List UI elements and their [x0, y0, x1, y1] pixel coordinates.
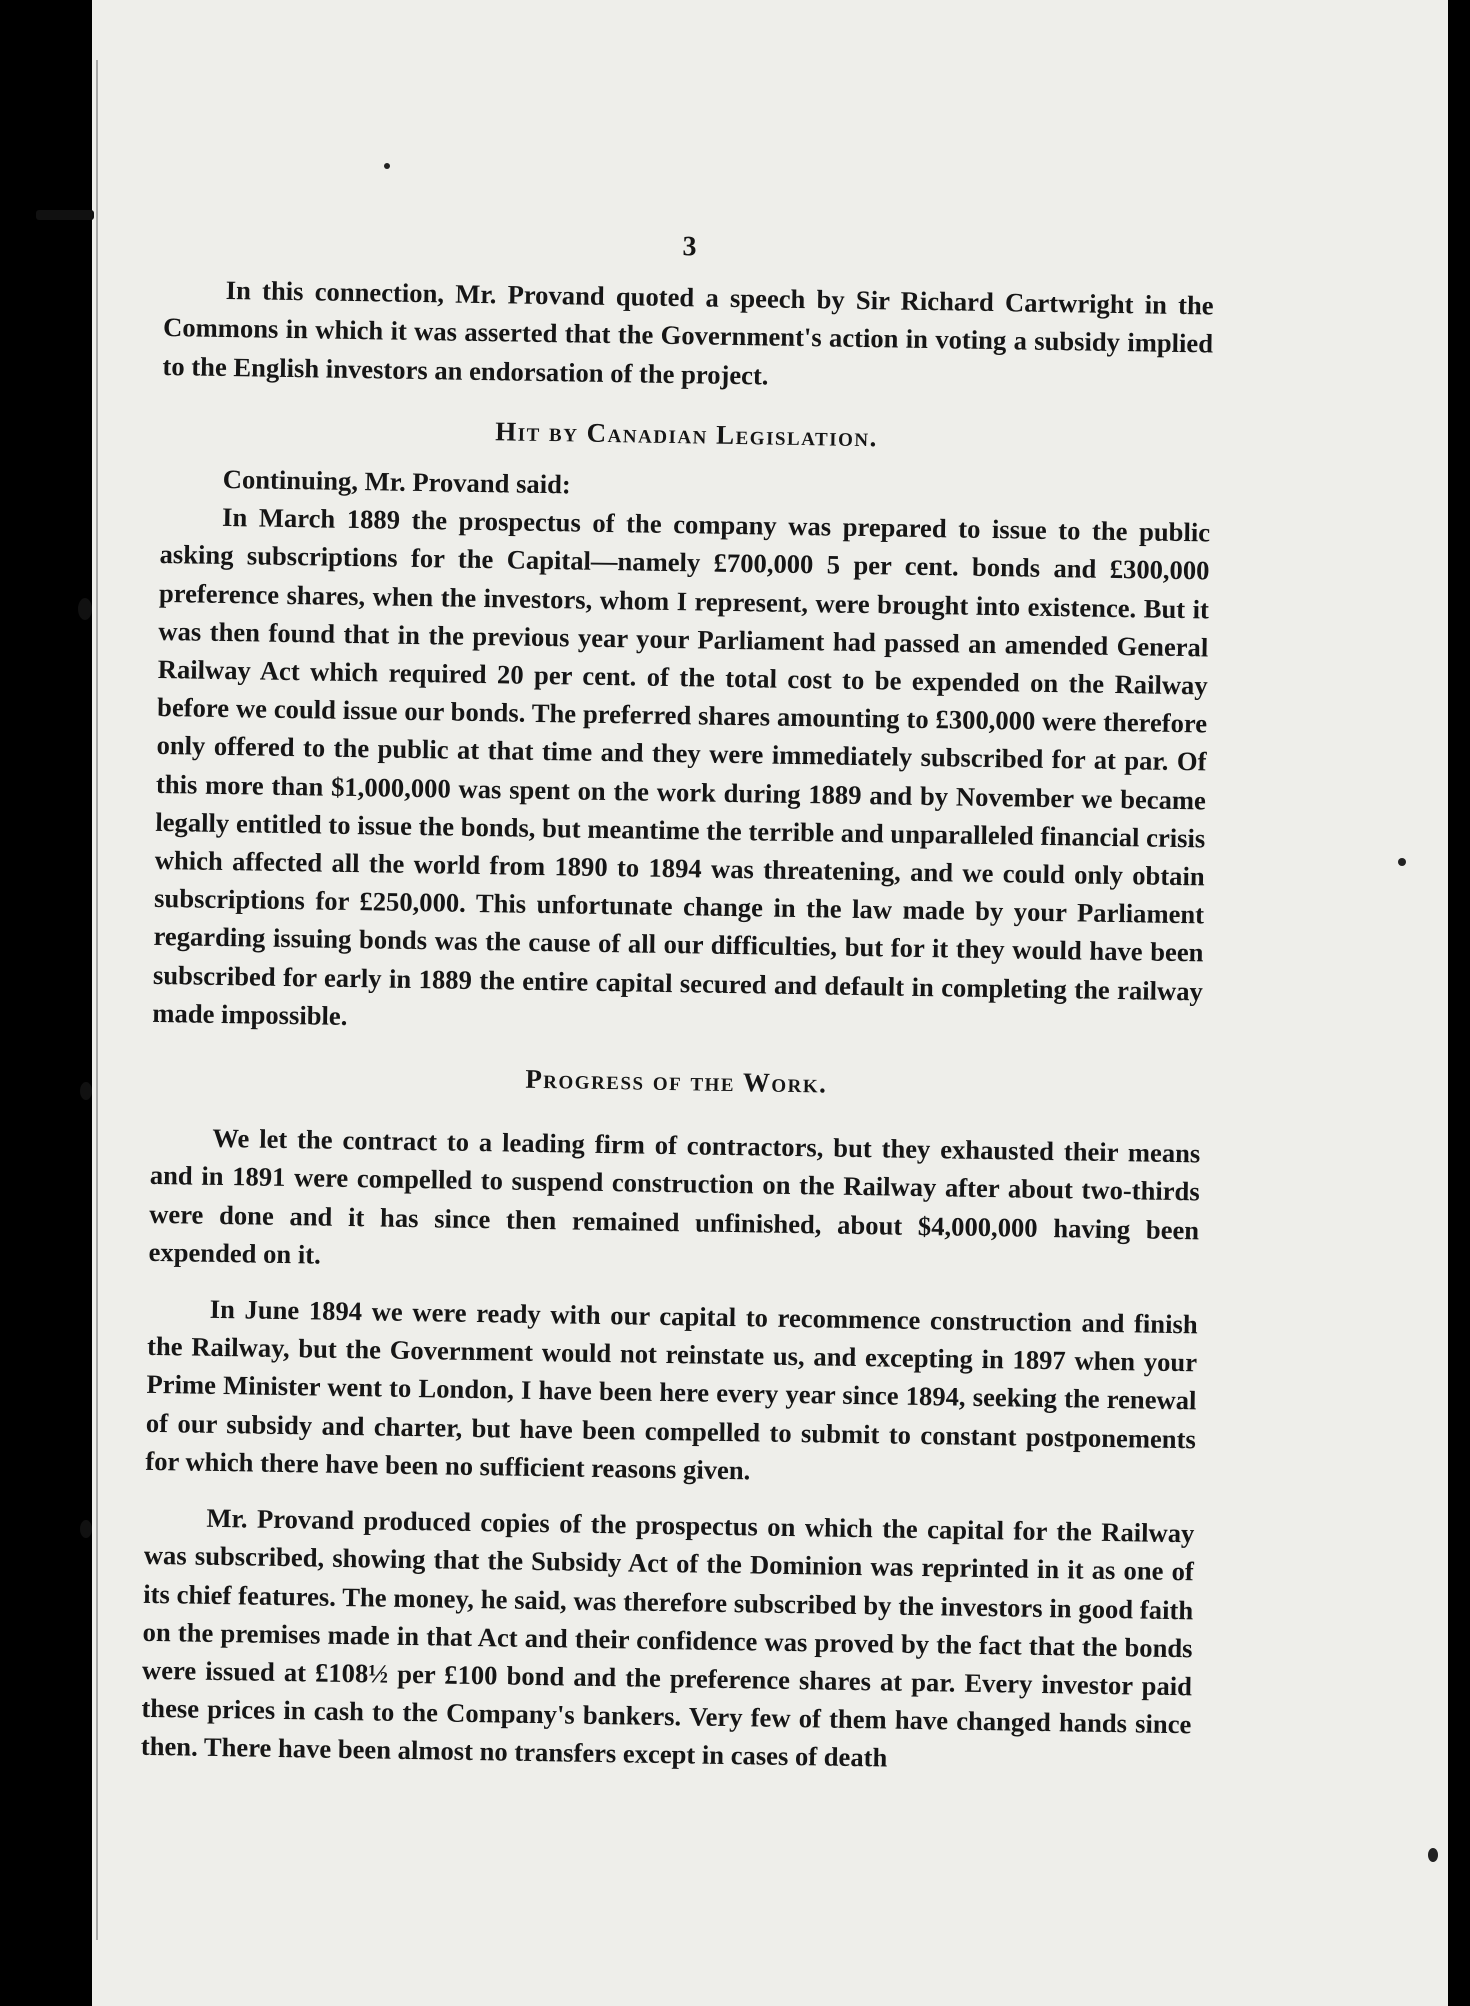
paragraph-intro: In this connection, Mr. Provand quoted a speech by Sir Richard Cartwright in the Commons in which it was asserted that the Government's action in voting a subsidy implied to the English investors an endorsation of the project.	[162, 275, 1214, 391]
paragraph-contract: We let the contract to a leading firm of contractors, but they exhausted their means and in 1891 were compelled to suspend construction on the Railway after about two-thirds were done and it has since then remained unfinished, about $4,000,000 having been expended on it.	[148, 1123, 1201, 1270]
paragraph-june-1894: In June 1894 we were ready with our capital to recommence construction and finish the Railway, but the Government would not reinstate us, and excepting in 1897 when your Prime Minister went to London, I have been here every year since 1894, seeking the renewal of our subsidy and charter, but have been compelled to submit to constant postponements for which there have been no sufficient reasons given.	[145, 1293, 1198, 1486]
page-text	[141, 210, 1215, 1782]
section-heading-canadian-legislation: Hit by Canadian Legislation.	[495, 416, 879, 453]
scan-speck	[384, 163, 390, 169]
binding-shadow-line	[96, 60, 98, 1940]
paragraph-march-1889: In March 1889 the prospectus of the company was prepared to issue to the public asking subscriptions for the Capital—namely £700,000 5 per cent. bonds and £300,000 preference shares, when the investors, whom I represent, were brought into existence. But it was then found that in the previous year your Parliament had passed an amended General Railway Act which required 20 per cent. of the total cost to be expended on the Railway before we could issue our bonds. The preferred shares amounting to £300,000 were therefore only offered to the public at that time and they were immediately subscribed for at par. Of this more than $1,000,000 was spent on the work during 1889 and by November we became legally entitled to issue the bonds, but meantime the terrible and unparalleled financial crisis which affected all the world from 1890 to 1894 was threatening, and we could only obtain subscriptions for £250,000. This unfortunate change in the law made by your Parliament regarding issuing bonds was the cause of all our difficulties, but for it they would have been subscribed for early in 1889 the entire capital secured and default in completing the railway made impossible.	[152, 502, 1211, 1031]
binding-mark	[80, 1082, 92, 1100]
scan-speck	[1428, 1848, 1438, 1862]
binding-mark	[78, 598, 92, 620]
section-heading-progress: Progress of the Work.	[525, 1063, 828, 1099]
binding-mark	[80, 1520, 92, 1538]
page-number: 3	[682, 231, 697, 263]
scan-dark-edge	[0, 0, 92, 2006]
scan-speck	[1398, 858, 1406, 866]
paragraph-prospectus: Mr. Provand produced copies of the prospectus on which the capital for the Railway was subscribed, showing that the Subsidy Act of the Dominion was reprinted in it as one of its chief features. The money, he said, was therefore subscribed by the investors in good faith on the premises made in that Act and their confidence was proved by the fact that the bonds were issued at £108½ per £100 bond and the preference shares at par. Every investor paid these prices in cash to the Company's bankers. Very few of them have changed hands since then. There have been almost no transfers except in cases of death	[140, 1502, 1195, 1773]
paragraph-continuing: Continuing, Mr. Provand said:	[222, 463, 572, 500]
binding-mark	[36, 210, 94, 220]
